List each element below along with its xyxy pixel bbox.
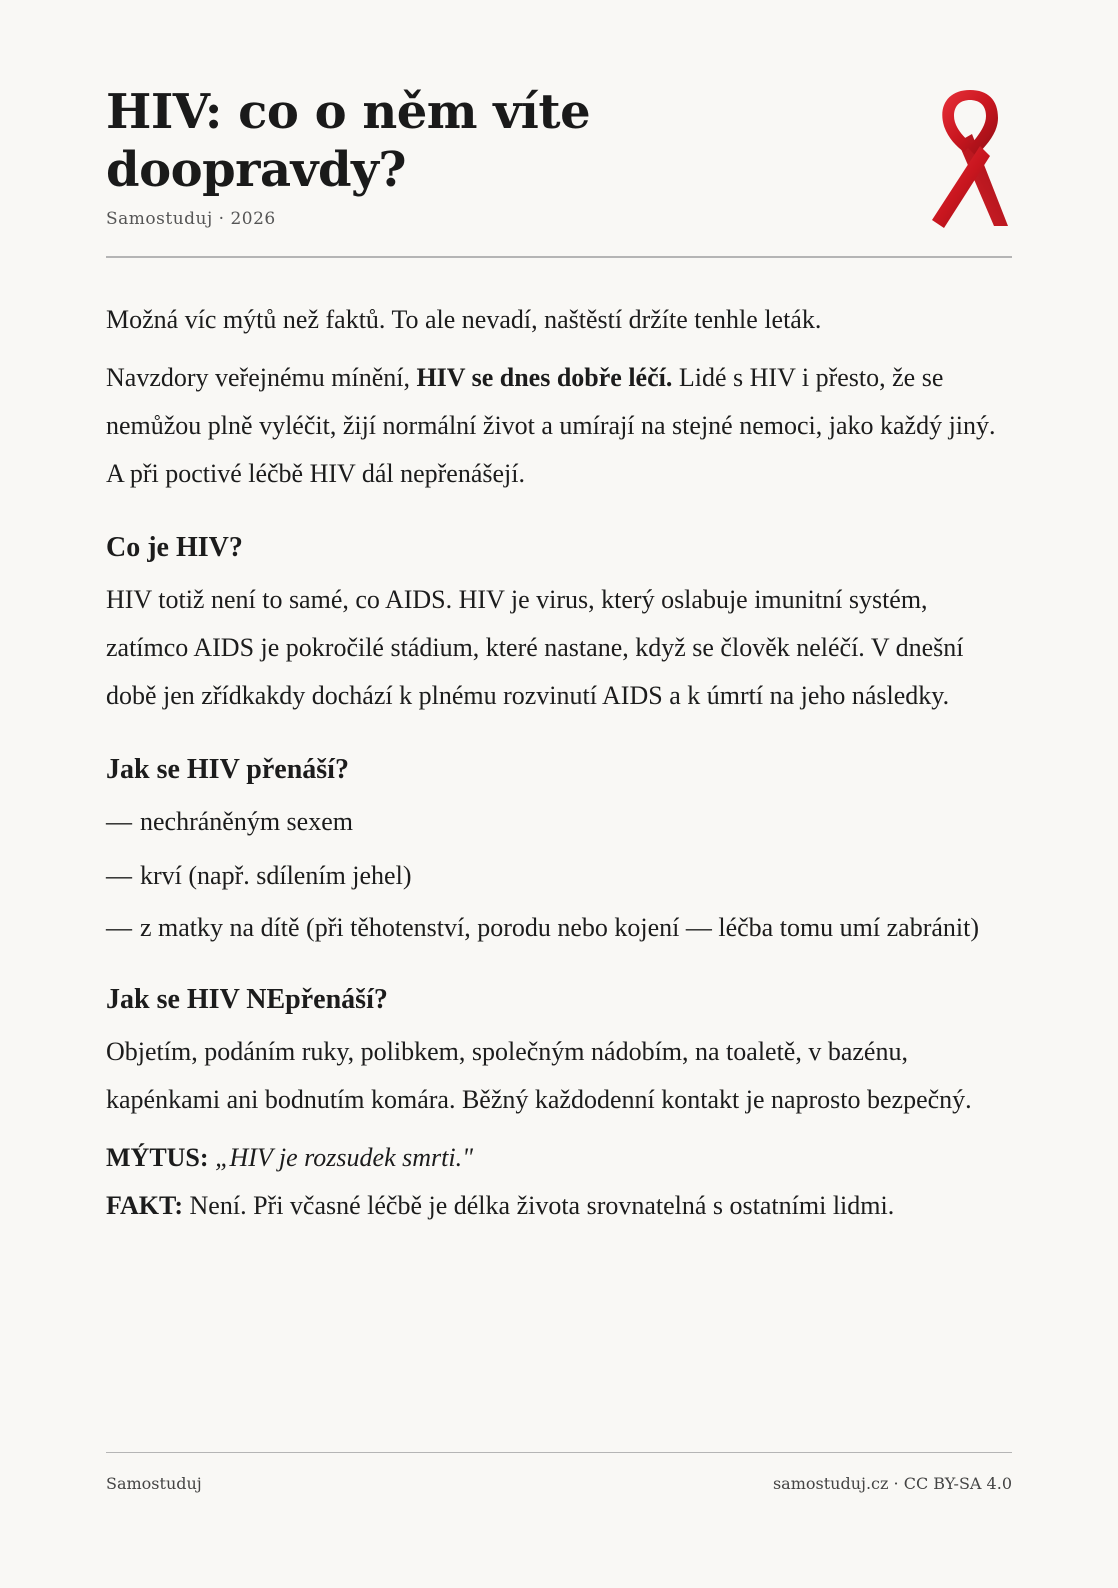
section-text-what-is-hiv: HIV totiž není to samé, co AIDS. HIV je virus, který oslabuje imunitní systém, zatímco AIDS je pokročilé stádium, které nastane, když se člověk neléčí. V dnešní době jen zřídkakdy dochází k plnému rozvinutí AIDS a k úmrtí na jeho následky. — [106, 585, 964, 710]
intro-text-end: Lidé s HIV i přesto, že se nemůžou plně vyléčit, žijí normální život a umírají na stejné nemoci, jako každý jiný. A při poctivé léčbě HIV dál nepřenášejí. — [106, 363, 996, 488]
main-content — [106, 296, 1012, 1230]
section-heading-transmission: Jak se HIV přenáší? — [106, 754, 349, 785]
red-ribbon-icon — [928, 86, 1012, 232]
myth-text: „HIV je rozsudek smrti." — [215, 1143, 473, 1172]
myth-line — [106, 1134, 1012, 1182]
footer-divider — [106, 1452, 1012, 1453]
footer-brand: Samostuduj — [106, 1474, 202, 1493]
list-dash: — — [106, 807, 132, 836]
footer-license: samostuduj.cz · CC BY-SA 4.0 — [772, 1474, 1012, 1493]
fact-line — [106, 1182, 1012, 1230]
list-dash: — — [106, 861, 132, 890]
header — [106, 84, 906, 229]
transmission-list — [106, 798, 1012, 950]
list-item — [106, 906, 1012, 950]
section-heading-what-is-hiv: Co je HIV? — [106, 532, 243, 563]
header-divider — [106, 256, 1012, 258]
list-item-text: krví (např. sdílením jehel) — [140, 861, 412, 890]
list-dash: — — [106, 913, 132, 942]
intro-text-start: Navzdory veřejnému mínění, — [106, 363, 417, 392]
page-title: HIV: co o něm víte doopravdy? — [106, 84, 591, 198]
section-text-no-transmission: Objetím, podáním ruky, polibkem, společným nádobím, na toaletě, v bazénu, kapénkami ani bodnutím komára. Běžný každodenní kontakt je naprosto bezpečný. — [106, 1037, 972, 1114]
list-item — [106, 798, 1012, 846]
myth-label: MÝTUS: — [106, 1143, 209, 1172]
intro-highlight: HIV se dnes dobře léčí. — [416, 363, 673, 392]
list-item — [106, 852, 1012, 900]
list-item-text: z matky na dítě (při těhotenství, porodu nebo kojení — léčba tomu umí zabránit) — [140, 913, 979, 942]
page-subtitle: Samostuduj · 2026 — [106, 209, 276, 230]
list-item-text: nechráněným sexem — [140, 807, 353, 836]
intro-paragraph-1: Možná víc mýtů než faktů. To ale nevadí, naštěstí držíte tenhle leták. — [106, 305, 822, 334]
intro-paragraph-2 — [106, 354, 1012, 498]
fact-text: Není. Při včasné léčbě je délka života srovnatelná s ostatními lidmi. — [189, 1191, 895, 1220]
fact-label: FAKT: — [106, 1191, 184, 1220]
section-heading-no-transmission: Jak se HIV NEpřenáší? — [106, 984, 388, 1015]
